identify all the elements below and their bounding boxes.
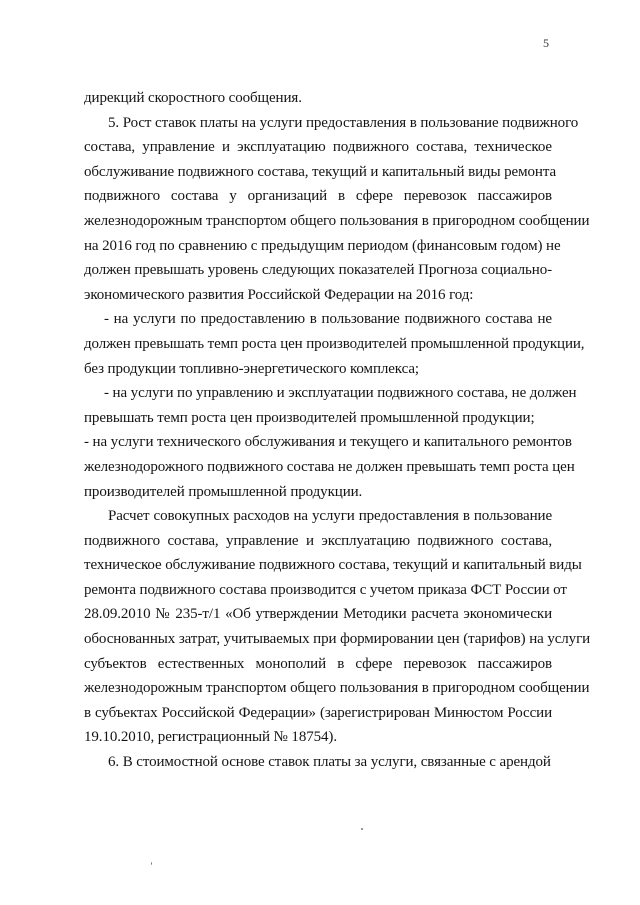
text-line: в субъектах Российской Федерации» (зарегистрирован Минюстом России: [84, 704, 552, 721]
text-line: подвижного состава у организаций в сфере перевозок пассажиров: [84, 188, 552, 205]
text-line: превышать темп роста цен производителей промышленной продукции;: [84, 409, 535, 426]
text-line: субъектов естественных монополий в сфере перевозок пассажиров: [84, 655, 552, 672]
text-line: производителей промышленной продукции.: [84, 483, 363, 500]
text-line: состава, управление и эксплуатацию подвижного состава, техническое: [84, 139, 552, 156]
text-line: подвижного состава, управление и эксплуатацию подвижного состава,: [84, 532, 552, 549]
document-body: [84, 86, 591, 775]
text-line: железнодорожного подвижного состава не должен превышать темп роста цен: [84, 458, 575, 475]
text-line: 19.10.2010, регистрационный № 18754).: [84, 729, 337, 746]
text-line: дирекций скоростного сообщения.: [84, 90, 302, 106]
text-line: экономического развития Российской Федерации на 2016 год:: [84, 286, 474, 303]
text-line: без продукции топливно-энергетического комплекса;: [84, 360, 419, 377]
scan-speck: [151, 862, 152, 865]
text-line: обслуживание подвижного состава, текущий и капитальный виды ремонта: [84, 163, 557, 180]
text-line: техническое обслуживание подвижного состава, текущий и капитальный виды: [84, 557, 582, 574]
text-line: 5. Рост ставок платы на услуги предоставления в пользование подвижного: [108, 114, 579, 131]
text-line: ремонта подвижного состава производится с учетом приказа ФСТ России от: [84, 581, 567, 598]
text-line: - на услуги технического обслуживания и текущего и капитального ремонтов: [84, 434, 572, 451]
text-line: должен превышать темп роста цен производителей промышленной продукции,: [84, 335, 585, 352]
page-number: 5: [543, 36, 549, 50]
text-line: на 2016 год по сравнению с предыдущим периодом (финансовым годом) не: [84, 237, 561, 254]
text-line: обоснованных затрат, учитываемых при формировании цен (тарифов) на услуги: [84, 631, 591, 648]
text-line: должен превышать уровень следующих показателей Прогноза социально-: [84, 262, 552, 279]
text-line: железнодорожным транспортом общего пользования в пригородном сообщении: [84, 680, 590, 697]
text-line: Расчет совокупных расходов на услуги предоставления в пользование: [108, 508, 552, 525]
text-line: - на услуги по предоставлению в пользование подвижного состава не: [104, 311, 552, 328]
text-line: - на услуги по управлению и эксплуатации подвижного состава, не должен: [104, 385, 577, 402]
text-line: железнодорожным транспортом общего пользования в пригородном сообщении: [84, 212, 590, 229]
scan-speck: [361, 828, 363, 830]
text-line: 6. В стоимостной основе ставок платы за услуги, связанные с арендой: [108, 754, 551, 771]
text-line: 28.09.2010 № 235-т/1 «Об утверждении Методики расчета экономически: [84, 606, 552, 623]
